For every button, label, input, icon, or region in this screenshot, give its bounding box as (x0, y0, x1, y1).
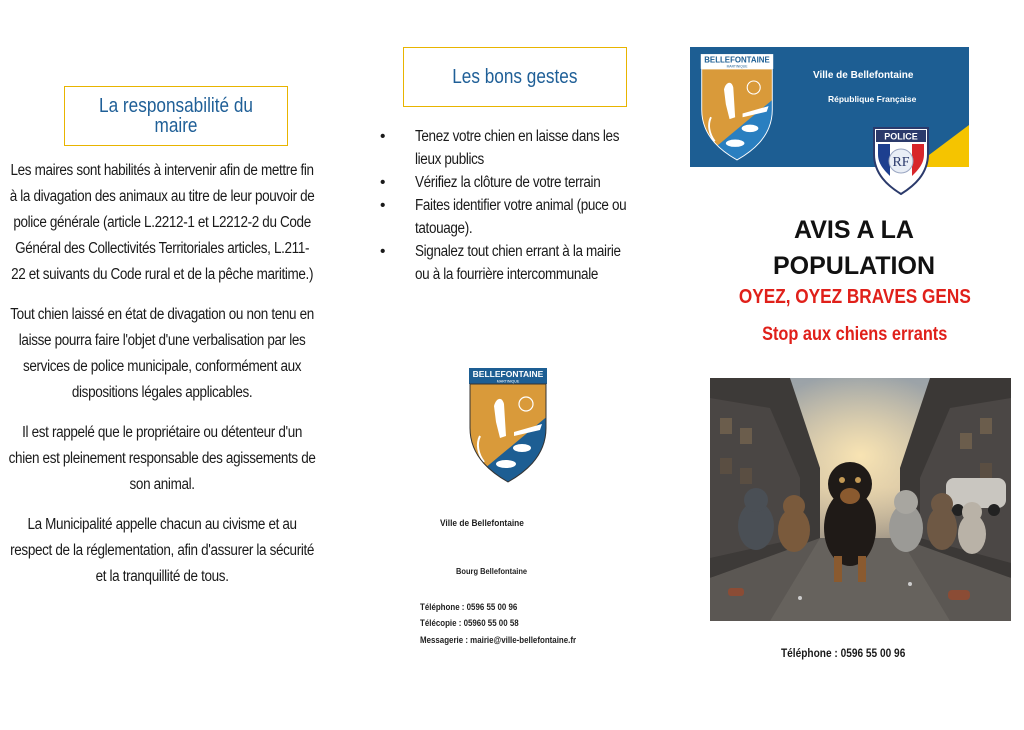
paragraph-pouvoir-police: Les maires sont habilités à intervenir afin de mettre fin à la divagation des animaux au titre de leur pouvoir de police générale (article L.2212-1 et L2212-2 du Code Général des Collectivités Territoriales articles, L.211-22 et suivants du Code rural et de la pêche maritime.) (9, 162, 315, 283)
paragraph-verbalisation: Tout chien laissé en état de divagation ou non tenu en laisse pourra faire l'objet d'une verbalisation par les services de police municipale, conformément aux dispositions légales applicables. (10, 306, 314, 401)
stop-heading: Stop aux chiens errants (762, 324, 948, 345)
responsabilite-title: La responsabilité du maire (99, 95, 253, 137)
bellefontaine-crest-icon (466, 366, 550, 484)
banner-ville: Ville de Bellefontaine (813, 70, 914, 81)
police-badge-icon (872, 124, 930, 196)
bullet-icon: • (380, 174, 386, 191)
contact-telephone: Téléphone : 0596 55 00 96 (420, 602, 518, 612)
banner-republique: République Française (828, 94, 917, 104)
crest-sub: MARTINIQUE (496, 379, 520, 384)
oyez-heading: OYEZ, OYEZ BRAVES GENS (739, 286, 971, 308)
paragraph-civisme: La Municipalité appelle chacun au civisme et au respect de la réglementation, afin d'assurer la sécurité et la tranquillité de tous. (10, 516, 314, 585)
contact-ville: Ville de Bellefontaine (440, 518, 524, 529)
contact-messagerie[interactable]: Messagerie : mairie@ville-bellefontaine.fr (420, 635, 577, 645)
paragraph-responsabilite-proprietaire: Il est rappelé que le propriétaire ou détenteur d'un chien est pleinement responsable des agissements de son animal. (8, 424, 316, 493)
crest-name: BELLEFONTAINE (472, 369, 544, 379)
contact-adresse: Bourg Bellefontaine (456, 566, 528, 576)
crest-name: BELLEFONTAINE (704, 55, 770, 65)
svg-text:RF: RF (892, 155, 910, 170)
contact-telecopie: Télécopie : 05960 55 00 58 (420, 618, 519, 628)
bullet-icon: • (380, 197, 386, 214)
avis-line1: AVIS A LA (794, 216, 914, 244)
responsabilite-title-box (64, 86, 288, 146)
bellefontaine-crest-icon (698, 51, 776, 163)
police-label: POLICE (884, 131, 918, 142)
stray-dogs-photo (710, 378, 1011, 621)
footer-telephone: Téléphone : 0596 55 00 96 (781, 648, 906, 660)
list-item: • Faites identifier votre animal (puce ou tatouage). (378, 194, 644, 240)
list-item: • Tenez votre chien en laisse dans les lieux publics (378, 125, 644, 171)
list-item: • Signalez tout chien errant à la mairie ou à la fourrière intercommunale (378, 240, 644, 286)
responsabilite-text (8, 158, 316, 604)
bons-gestes-title-box (403, 47, 627, 107)
bons-gestes-list (378, 125, 644, 286)
bullet-icon: • (380, 243, 386, 260)
bons-gestes-title: Les bons gestes (452, 66, 578, 88)
avis-line2: POPULATION (772, 252, 936, 280)
crest-sub: MARTINIQUE (726, 64, 748, 69)
list-item: • Vérifiez la clôture de votre terrain (378, 171, 644, 194)
bullet-icon: • (380, 128, 386, 145)
